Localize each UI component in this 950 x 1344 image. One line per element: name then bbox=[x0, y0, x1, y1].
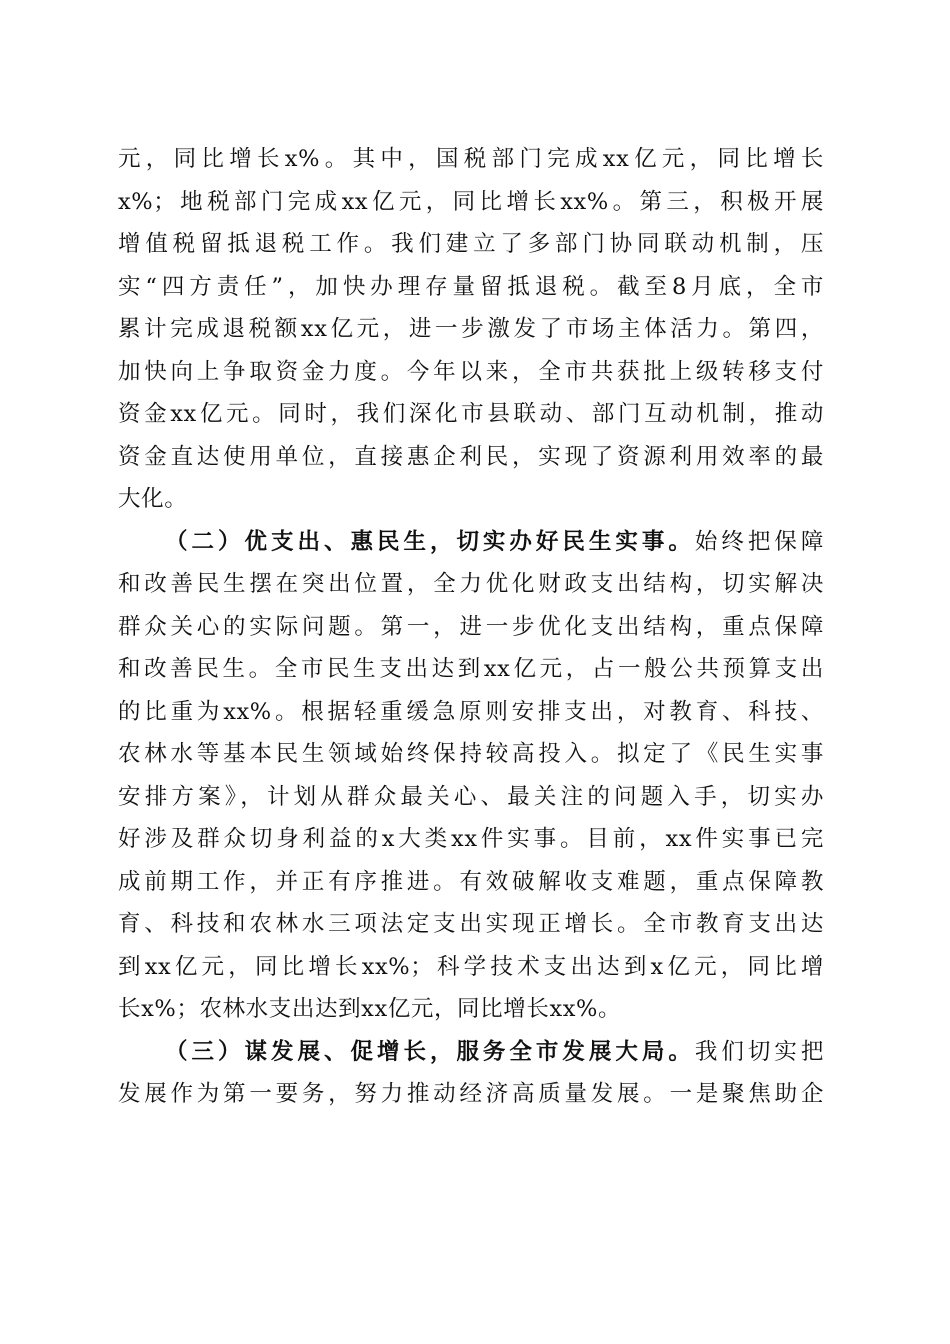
paragraph-line: 育、科技和农林水三项法定支出实现正增长。全市教育支出达 bbox=[118, 911, 824, 937]
paragraph-3 bbox=[118, 1031, 824, 1116]
paragraph-line: 增值税留抵退税工作。我们建立了多部门协同联动机制，压 bbox=[118, 231, 824, 257]
paragraph-line: 实“四方责任”，加快办理存量留抵退税。截至8月底，全市 bbox=[118, 273, 824, 300]
heading-continuation: 始终把保障 bbox=[694, 528, 824, 555]
paragraph-line: 成前期工作，并正有序推进。有效破解收支难题，重点保障教 bbox=[118, 868, 824, 895]
paragraph-2 bbox=[118, 521, 824, 1031]
paragraph-line: 的比重为xx%。根据轻重缓急原则安排支出，对教育、科技、 bbox=[118, 698, 824, 725]
paragraph-line: 农林水等基本民生领域始终保持较高投入。拟定了《民生实事 bbox=[118, 741, 824, 767]
paragraph-first-line bbox=[118, 1031, 824, 1074]
paragraph-line: 资金xx亿元。同时，我们深化市县联动、部门互动机制，推动 bbox=[118, 401, 824, 427]
paragraph-line: 累计完成退税额xx亿元，进一步激发了市场主体活力。第四， bbox=[118, 316, 824, 342]
paragraph-first-line bbox=[118, 521, 824, 564]
paragraph-line: 大化。 bbox=[118, 486, 188, 512]
paragraph-line: 到xx亿元，同比增长xx%；科学技术支出达到x亿元，同比增 bbox=[118, 953, 824, 980]
paragraph-line: x%；地税部门完成xx亿元，同比增长xx%。第三，积极开展 bbox=[118, 188, 824, 215]
paragraph-line: 和改善民生摆在突出位置，全力优化财政支出结构，切实解决 bbox=[118, 571, 824, 597]
document-body bbox=[118, 138, 824, 1116]
paragraph-line: 好涉及群众切身利益的x大类xx件实事。目前，xx件实事已完 bbox=[118, 826, 824, 852]
paragraph-line: 加快向上争取资金力度。今年以来，全市共获批上级转移支付 bbox=[118, 358, 824, 385]
paragraph-1 bbox=[118, 138, 824, 521]
paragraph-line: 资金直达使用单位，直接惠企利民，实现了资源利用效率的最 bbox=[118, 443, 824, 470]
paragraph-line: 和改善民生。全市民生支出达到xx亿元，占一般公共预算支出 bbox=[118, 656, 824, 682]
section-heading: （三）谋发展、促增长，服务全市发展大局。 bbox=[165, 1038, 695, 1065]
paragraph-line: 安排方案》，计划从群众最关心、最关注的问题入手，切实办 bbox=[118, 783, 824, 810]
paragraph-line: 发展作为第一要务，努力推动经济高质量发展。一是聚焦助企 bbox=[118, 1081, 824, 1107]
paragraph-line: 元，同比增长x%。其中，国税部门完成xx亿元，同比增长 bbox=[118, 146, 824, 172]
section-heading: （二）优支出、惠民生，切实办好民生实事。 bbox=[165, 528, 695, 555]
paragraph-line: 群众关心的实际问题。第一，进一步优化支出结构，重点保障 bbox=[118, 613, 824, 640]
heading-continuation: 我们切实把 bbox=[694, 1038, 824, 1065]
paragraph-line: 长x%；农林水支出达到xx亿元，同比增长xx%。 bbox=[118, 996, 622, 1022]
